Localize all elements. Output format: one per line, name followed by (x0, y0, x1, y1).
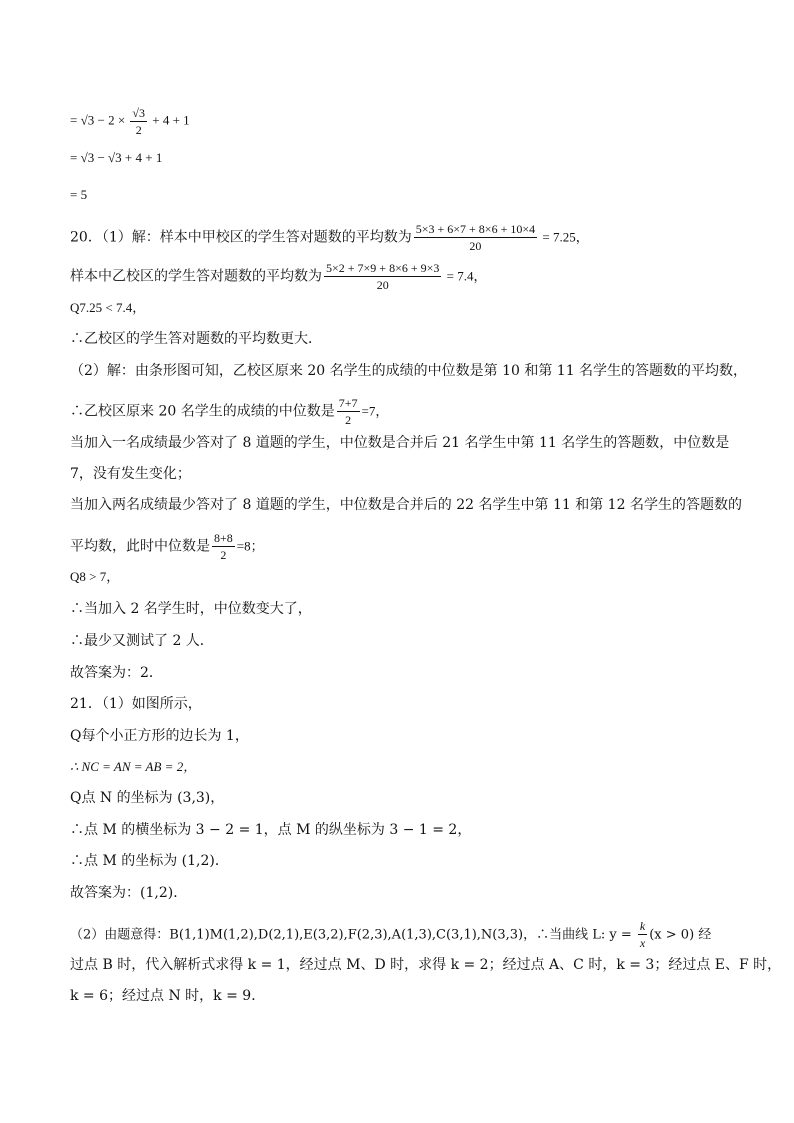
q20-case2-fraction (212, 531, 235, 562)
q20-answer: 故答案为：2． (70, 665, 163, 681)
q20-part2-num: 5×2 + 7×9 + 8×6 + 9×3 (326, 261, 440, 275)
q20-median-den: 2 (345, 413, 352, 427)
q20-conclusion-1: ∴乙校区的学生答对题数的平均数更大． (70, 331, 322, 347)
q21-equal-sides: ∴ NC = AN = AB = 2， (70, 759, 197, 774)
q20-part2-fraction (324, 261, 441, 292)
calc-mid: − 2 × (94, 112, 129, 128)
q21-answer-1: 故答案为：(1,2)． (70, 885, 188, 901)
q21-point-n: Q点 N 的坐标为 (3,3)， (70, 790, 225, 806)
calc-tail: + 4 + 1 (149, 112, 190, 128)
q20-median-lead: ∴乙校区原来 20 名学生的成绩的中位数是 (70, 403, 335, 420)
q20-median-num: 7+7 (338, 396, 358, 410)
q20-part1-den: 20 (469, 239, 482, 253)
calc-fraction (130, 106, 147, 137)
calc-line-2: = √3 − √3 + 4 + 1 (70, 150, 163, 165)
q20-case2-tail: =8； (236, 538, 264, 554)
q20-case2-line2 (70, 531, 264, 562)
calc-eq: = (70, 112, 78, 128)
q20-part2-tail: = 7.4， (443, 268, 487, 284)
q21-point-m-coords: ∴点 M 的横坐标为 3 − 2 = 1，点 M 的纵坐标为 3 − 1 = 2， (70, 822, 472, 838)
calc-fraction-num: √3 (132, 106, 145, 120)
q21-part1-intro: 21．（1）如图所示， (70, 696, 202, 712)
q20-part1-tail: = 7.25， (539, 229, 589, 245)
q20-part1-lead: 20．（1）解：样本中甲校区的学生答对题数的平均数为 (70, 229, 412, 246)
q20-case1-line1: 当加入一名成绩最少答对了 8 道题的学生，中位数是合并后 21 名学生中第 11 名学生的答题数，中位数是 (70, 435, 730, 451)
q20-part2-intro: （2）解：由条形图可知，乙校区原来 20 名学生的成绩的中位数是第 10 和第 11 名学生的答题数的平均数， (70, 363, 748, 379)
q21-curve-den: x (639, 936, 646, 950)
q20-median-fraction (337, 396, 360, 427)
q20-part1-num: 5×3 + 6×7 + 8×6 + 10×4 (415, 222, 536, 236)
q21-part2-line3: k = 6；经过点 N 时，k = 9． (70, 988, 266, 1004)
calc-line-3: = 5 (70, 187, 88, 202)
q20-median-tail: =7， (361, 403, 389, 419)
q20-part1-line (70, 222, 589, 253)
q20-conclusion-3: ∴最少又测试了 2 人． (70, 633, 214, 649)
q20-case1-line2: 7，没有发生变化； (70, 466, 191, 482)
q20-case2-lead: 平均数，此时中位数是 (70, 538, 210, 555)
q20-compare-2: Q8 > 7， (70, 569, 120, 584)
q20-case2-den: 2 (220, 548, 227, 562)
q20-case2-line1: 当加入两名成绩最少答对了 8 道题的学生，中位数是合并后的 22 名学生中第 11 和第 12 名学生的答题数的 (70, 497, 742, 513)
q20-compare: Q7.25 < 7.4， (70, 300, 146, 315)
q20-case2-num: 8+8 (214, 531, 233, 545)
calc-line-1 (70, 106, 190, 137)
q20-conclusion-2: ∴当加入 2 名学生时，中位数变大了， (70, 601, 312, 617)
calc-sqrt-term: √3 (80, 112, 95, 128)
q20-part2-den: 20 (376, 278, 389, 292)
q21-side-length: Q每个小正方形的边长为 1， (70, 728, 249, 744)
q21-part2-lead: （2）由题意得：B(1,1)M(1,2),D(2,1),E(3,2),F(2,3),A(1,3),C(3,1),N(3,3)，∴当曲线 L: y = (70, 927, 636, 943)
q21-curve-num: k (639, 919, 646, 933)
q21-point-m-result: ∴点 M 的坐标为 (1,2)． (70, 853, 229, 869)
q21-curve-fraction (638, 919, 647, 950)
q20-part2-line (70, 261, 486, 292)
q20-part2-lead: 样本中乙校区的学生答对题数的平均数为 (70, 268, 322, 285)
q21-part2-tail: (x > 0) 经 (649, 927, 712, 943)
q21-part2-line2: 过点 B 时，代入解析式求得 k = 1，经过点 M、D 时，求得 k = 2；经过点 A、C 时，k = 3；经过点 E、F 时， (70, 957, 782, 973)
q21-part2-line1 (70, 919, 711, 950)
q20-part1-fraction (414, 222, 537, 253)
calc-fraction-den: 2 (135, 123, 142, 137)
q20-median-line (70, 396, 388, 427)
